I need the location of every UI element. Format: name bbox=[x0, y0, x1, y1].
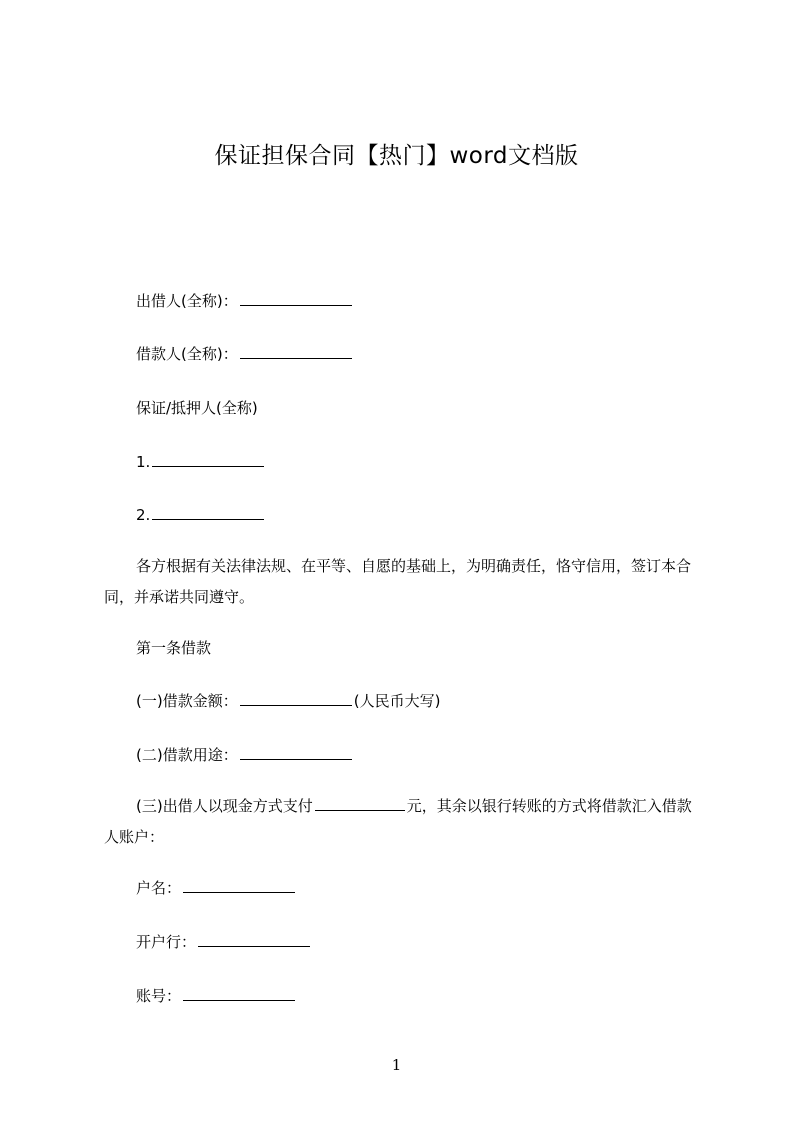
payment-paragraph bbox=[104, 791, 704, 853]
loan-amount-blank bbox=[240, 691, 352, 706]
guarantor-2-number: 2. bbox=[136, 506, 151, 524]
guarantor-1-blank bbox=[152, 452, 264, 467]
borrower-label: 借款人(全称)： bbox=[136, 345, 238, 363]
bank-label: 开户行： bbox=[136, 933, 197, 951]
loan-purpose-blank bbox=[240, 745, 352, 760]
payment-prefix: (三)出借人以现金方式支付 bbox=[136, 797, 313, 815]
loan-purpose-label: (二)借款用途： bbox=[136, 746, 238, 764]
lender-field bbox=[136, 291, 354, 311]
account-number-label: 账号： bbox=[136, 987, 182, 1005]
guarantor-2-blank bbox=[152, 505, 264, 520]
bank-field bbox=[136, 932, 312, 952]
loan-amount-field bbox=[136, 691, 440, 711]
payment-suffix: 元，其余以银行转账的方式将借款汇入借款人账户： bbox=[104, 797, 692, 846]
article-1-heading: 第一条借款 bbox=[136, 639, 212, 657]
bank-blank bbox=[198, 932, 310, 947]
guarantor-heading: 保证/抵押人(全称) bbox=[136, 399, 258, 417]
account-name-label: 户名： bbox=[136, 879, 182, 897]
loan-purpose-field bbox=[136, 745, 354, 765]
account-name-field bbox=[136, 878, 297, 898]
lender-label: 出借人(全称)： bbox=[136, 292, 238, 310]
guarantor-2-field bbox=[136, 505, 266, 525]
lender-blank bbox=[240, 291, 352, 306]
account-number-blank bbox=[183, 986, 295, 1001]
guarantor-1-field bbox=[136, 452, 266, 472]
preamble-text: 各方根据有关法律法规、在平等、自愿的基础上，为明确责任，恪守信用，签订本合同，并承诺共同遵守。 bbox=[104, 557, 692, 606]
loan-amount-label: (一)借款金额： bbox=[136, 692, 238, 710]
guarantor-1-number: 1. bbox=[136, 453, 151, 471]
document-title: 保证担保合同【热门】word文档版 bbox=[214, 143, 579, 169]
borrower-field bbox=[136, 344, 354, 364]
borrower-blank bbox=[240, 344, 352, 359]
preamble-paragraph bbox=[104, 551, 704, 613]
cash-amount-blank bbox=[315, 796, 405, 811]
account-number-field bbox=[136, 986, 297, 1006]
account-name-blank bbox=[183, 878, 295, 893]
page-number: 1 bbox=[391, 1056, 402, 1074]
loan-amount-suffix: (人民币大写) bbox=[353, 692, 441, 710]
